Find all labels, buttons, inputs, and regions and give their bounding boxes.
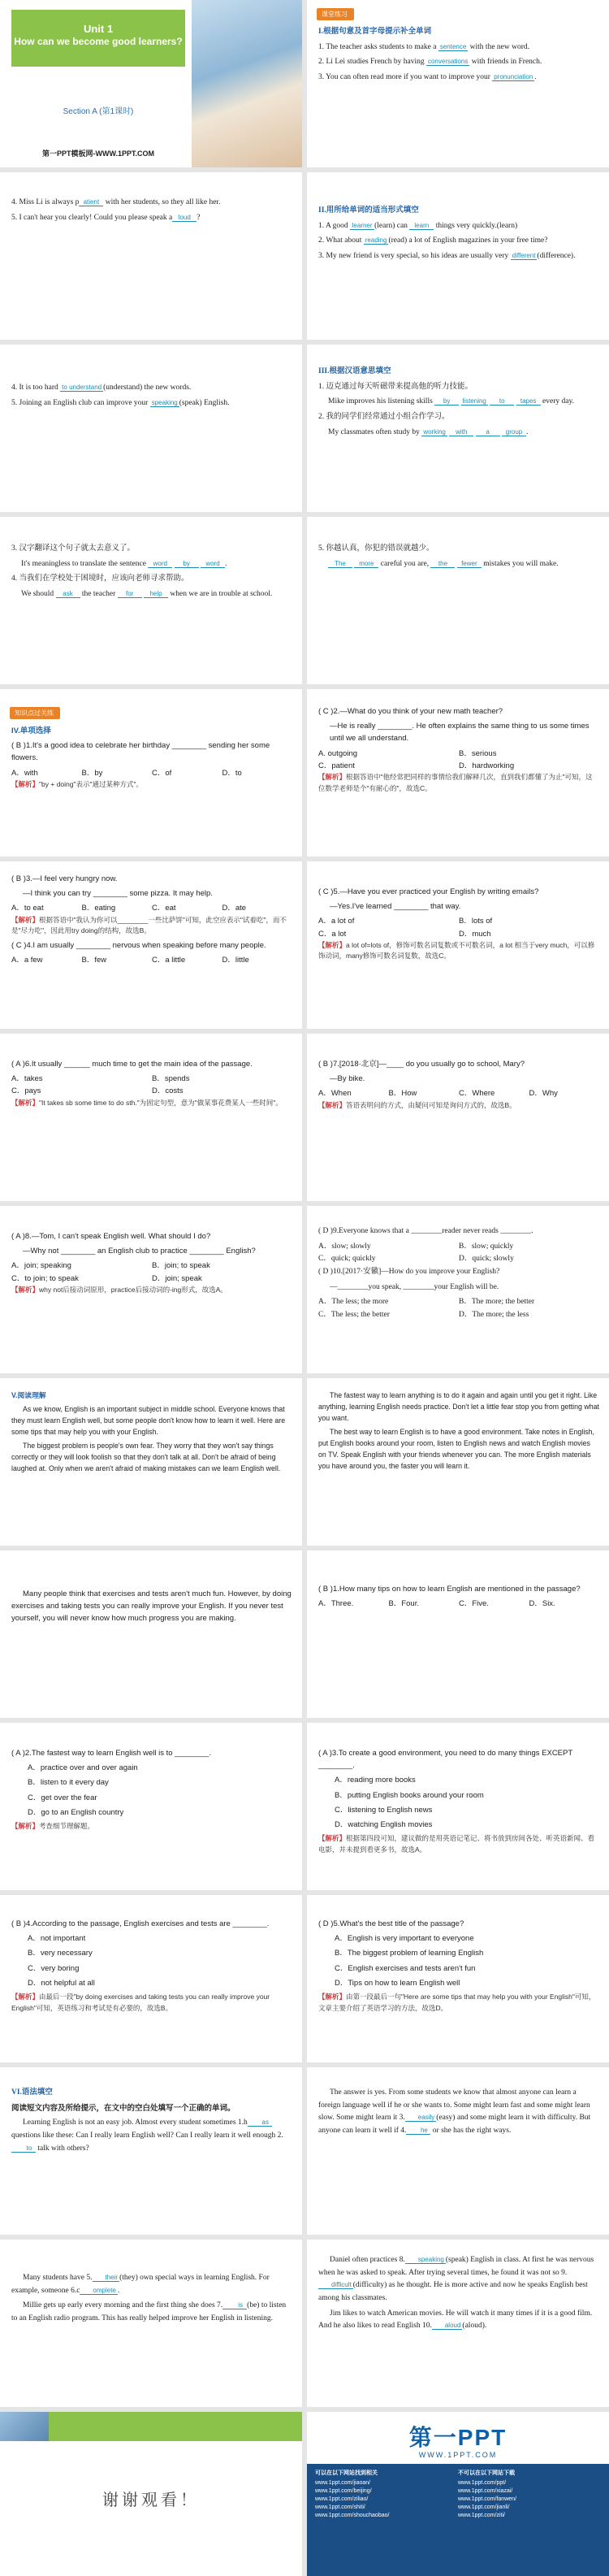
question-3: ( B )3.—I feel very hungry now. (11, 874, 118, 883)
thanks-text: 谢谢观看！ (102, 2491, 200, 2509)
section-tag: 知识点过关练 (10, 707, 60, 719)
exercise-slide-7 (307, 517, 609, 684)
explanation: 【解析】考查细节理解题。 (11, 1821, 95, 1830)
link-item[interactable]: www.1ppt.com/ziliao/ (315, 2496, 369, 2502)
link-item[interactable]: www.1ppt.com/jiaoan/ (315, 2480, 371, 2486)
option-d: D．not helpful at all (28, 1978, 95, 1988)
chinese-prompt-2: 2. 我的同学们经常通过小组合作学习。 (318, 413, 450, 422)
question-1: ( B )1.It's a good idea to celebrate her birthday ________ sending her some flowers. (11, 741, 270, 763)
exercise-slide-3 (307, 172, 609, 340)
section-heading: VI.语法填空 (11, 2088, 53, 2097)
explanation: 【解析】根据第四段可知，建议做的是用英语记笔记、将书放到房间各处、听英语新闻、看电影，并未提到看更多书，故选A。 (318, 1834, 595, 1854)
reading-slide-2 (307, 1378, 609, 1546)
option-a: A．reading more books (335, 1776, 416, 1785)
link-item[interactable]: www.1ppt.com/beijing/ (315, 2488, 372, 2494)
question-2: 2. Li Lei studies French by having conversations with friends in French. (318, 58, 542, 67)
section-heading: V.阅读理解 (11, 1391, 46, 1399)
exercise-slide-2 (0, 172, 302, 340)
section-instruction: 阅读短文内容及所给提示，在文中的空白处填写一个正确的单词。 (11, 2103, 235, 2113)
passage-paragraph-4: The best way to learn English is to have a good environment. Take notes in English, put English books around your room, listen to English news and watch English movies on TV. Speak English with your friends whenever you can. The more English materials you have around you, the faster you will learn it. (318, 1428, 595, 1471)
grammar-fill-slide-3 (0, 2240, 302, 2407)
fill-line-4: We should ask the teacher for help when we are in trouble at school. (21, 590, 273, 599)
book-photo (0, 2412, 49, 2441)
question-8: ( A )8.—Tom, I can't speak English well. What should I do? (11, 1232, 211, 1241)
link-item[interactable]: www.1ppt.com/ppt/ (458, 2480, 507, 2486)
title-slide (0, 0, 302, 167)
choice-slide-5 (0, 1034, 302, 1201)
option-a: A．not important (28, 1934, 86, 1944)
section-heading: I.根据句意及首字母提示补全单词 (318, 28, 432, 36)
options-row-2: C．a lot D．much (318, 929, 491, 939)
question-10-reply: —________you speak, ________your English will be. (330, 1282, 499, 1291)
grammar-fill-slide-1 (0, 2067, 302, 2235)
options-row-1: A．slow; slowly B．slow; quickly (318, 1242, 514, 1251)
options: A．with B．by C．of D．to (11, 768, 242, 778)
choice-slide-2 (307, 689, 609, 856)
choice-slide-6 (307, 1034, 609, 1201)
option-d: D．go to an English country (28, 1807, 124, 1817)
passage-paragraph-3: The fastest way to learn anything is to do it again and again until you get it right. Like anything, learning English needs practice. Don't let a little fear stop you from getting what you want. (318, 1391, 599, 1423)
choice-slide-4 (307, 861, 609, 1029)
passage-paragraph-3: Many students have 5. their (they) own special ways in learning English. For example, someone 6.c omplete . (11, 2274, 270, 2295)
options-row-2: C．to join; to speak D．join; speak (11, 1273, 202, 1283)
fill-line-1: Mike improves his listening skills by listening to tapes every day. (328, 397, 574, 406)
explanation: 【解析】"by + doing"表示"通过某种方式"。 (11, 779, 144, 788)
brand-logo: 第一PPT (408, 2425, 508, 2450)
options-row-1: A．takes B．spends (11, 1074, 190, 1084)
chinese-prompt-5: 5. 你越认真，你犯的错误就越少。 (318, 544, 434, 553)
explanation: 【解析】根据答语中"他经常把同样的事情给我们解释几次，直到我们都懂了为止"可知，这位数学老师是个"有耐心的"，故选C。 (318, 772, 593, 792)
link-item[interactable]: www.1ppt.com/ziti/ (458, 2513, 505, 2518)
reading-slide-3 (0, 1550, 302, 1718)
link-item[interactable]: www.1ppt.com/shiti/ (315, 2504, 365, 2510)
question-3: ( A )3.To create a good environment, you need to do many things EXCEPT ________. (318, 1749, 572, 1771)
question-5-reply: —Yes.I've learned ________ that way. (330, 902, 461, 912)
exercise-slide-1 (307, 0, 609, 167)
section-heading: II.用所给单词的适当形式填空 (318, 206, 419, 215)
passage-paragraph-1: Learning English is not an easy job. Almost every student sometimes 1.h as questions like these: Can I really learn English well? Can I really learn it well enough 2.to talk with others? (11, 2118, 283, 2153)
link-item[interactable]: www.1ppt.com/fanwen/ (458, 2496, 516, 2502)
question-8-reply: —Why not ________ an English club to practice ________ English? (23, 1247, 256, 1256)
question-2: ( C )2.—What do you think of your new math teacher? (318, 707, 503, 716)
option-a: A．practice over and over again (28, 1763, 138, 1773)
option-b: B．The biggest problem of learning English (335, 1949, 484, 1958)
options10-row-2: C．The less; the better D．The more; the less (318, 1311, 529, 1320)
brand-slide (307, 2412, 609, 2576)
section-label: Section A (第1课时) (63, 107, 134, 116)
passage-paragraph-1: As we know, English is an important subject in middle school. Everyone knows that they must learn English well, but some people don't know how to learn it well. Here are some tips that may help you with your English. (11, 1405, 286, 1437)
reading-question-4 (0, 1895, 302, 2062)
site-label: 第一PPT模板网-WWW.1PPT.COM (42, 150, 154, 158)
question-4: 4. It is too hard to understand (understand) the new words. (11, 384, 192, 392)
reading-question-2 (0, 1723, 302, 1890)
question-4: ( B )4.According to the passage, English exercises and tests are ________. (11, 1919, 270, 1928)
link-item[interactable]: www.1ppt.com/shouchaobao/ (315, 2513, 390, 2518)
option-c: C．very boring (28, 1963, 80, 1973)
fill-line-2: My classmates often study by working with a group . (328, 427, 529, 436)
thanks-slide (0, 2412, 302, 2576)
options-row-2: C．pays D．costs (11, 1086, 184, 1096)
explanation: 【解析】a lot of=lots of，修饰可数名词复数或不可数名词，a lot 相当于very much，可以修饰动词，many修饰可数名词复数，故选C。 (318, 940, 595, 961)
unit-label: Unit 1 (83, 23, 114, 35)
question-6: ( A )6.It usually ______ much time to get the main idea of the passage. (11, 1060, 253, 1069)
reading-question-5 (307, 1895, 609, 2062)
explanation: 【解析】答语表明问的方式，由疑问可知是询问方式的，故选B。 (318, 1100, 516, 1109)
passage-paragraph-2: The biggest problem is people's own fear. They worry that they won't say things correctly or they will look foolish so that they don't talk at all. Don't be afraid of being laughed at. Only when we aren't afraid of making mistakes can we learn English well. (11, 1442, 281, 1473)
question-3: 3. You can often read more if you want to improve your pronunciation . (318, 73, 537, 82)
question-7-reply: —By bike. (330, 1074, 365, 1084)
question-2: 2. What about reading (read) a lot of English magazines in your free time? (318, 236, 548, 245)
exercise-slide-5 (307, 345, 609, 512)
explanation: 【解析】"It takes sb some time to do sth."为固定句型，意为"做某事花费某人一些时间"。 (11, 1098, 283, 1107)
question-3-reply: —I think you can try ________ some pizza. It may help. (23, 889, 213, 899)
link-item[interactable]: www.1ppt.com/jianli/ (458, 2504, 510, 2510)
options10-row-1: A．The less; the more B．The more; the better (318, 1298, 535, 1307)
passage-paragraph-5: Daniel often practices 8. speaking (speak) English in class. At first he was nervous when he was asked to speak. After trying several times, he found it was not so 9.difficult (difficulty) as he thought. He is more active and now he speaks English best among his classmates. (318, 2256, 594, 2303)
passage-paragraph-5: Many people think that exercises and tests aren't much fun. However, by doing exercises and taking tests you can really improve your English. If you never test yourself, you will never know how much progress you are making. (11, 1589, 292, 1624)
brand-url: WWW.1PPT.COM (418, 2451, 498, 2459)
options-row-1: A．a lot of B．lots of (318, 917, 493, 926)
question-10: ( D )10.[2017·安徽]—How do you improve your English? (318, 1268, 500, 1277)
option-d: D．watching English movies (335, 1819, 433, 1829)
options-row-1: A．join; speaking B．join; to speak (11, 1261, 210, 1271)
choice-slide-8 (307, 1206, 609, 1373)
grammar-fill-slide-4 (307, 2240, 609, 2407)
passage-paragraph-6: Jim likes to watch American movies. He will watch it many times if it is a good film. And he also likes to read English 10. aloud (aloud). (318, 2309, 593, 2331)
options-row-2: C．quick; quickly D．quick; slowly (318, 1255, 514, 1264)
question-7: ( B )7.[2018·北京]—____ do you usually go to school, Mary? (318, 1060, 525, 1069)
question-5: 5. I can't hear you clearly! Could you please speak a loud ? (11, 213, 201, 222)
grammar-fill-slide-2 (307, 2067, 609, 2235)
chinese-prompt-1: 1. 迈克通过每天听磁带来提高他的听力技能。 (318, 382, 473, 391)
question-4: 4. Miss Li is always p atient with her students, so they all like her. (11, 198, 221, 206)
option-c: C．listening to English news (335, 1805, 433, 1815)
options-row-1: A. outgoing B．serious (318, 748, 497, 758)
question-5: ( C )5.—Have you ever practiced your English by writing emails? (318, 887, 539, 896)
fill-line-5: The more careful you are, the fewer mistakes you will make. (318, 558, 599, 571)
question-3: 3. My new friend is very special, so his ideas are usually very different (difference). (318, 252, 576, 261)
option-d: D．Tips on how to learn English well (335, 1978, 460, 1988)
options-4: A．a few B．few C．a little D．little (11, 955, 249, 965)
links-headers: 可以在以下网站找到相关 不可以在以下网站下载 (315, 2470, 515, 2476)
explanation: 【解析】why not后接动词原形，practice后接动词的-ing形式，故选A。 (11, 1285, 227, 1294)
option-c: C．English exercises and tests aren't fun (335, 1963, 476, 1973)
passage-paragraph-4: Millie gets up early every morning and the first thing she does 7. is (be) to listen to an English radio program. This has really helped improve her English in listening. (11, 2301, 287, 2323)
question-4: ( C )4.I am usually ________ nervous when speaking before many people. (11, 940, 266, 950)
exercise-slide-6 (0, 517, 302, 684)
passage-paragraph-2: The answer is yes. From some students we know that almost anyone can learn a foreign language well if he or she wants to. Some might learn fast and some might learn slow. Some might learn it 3. easily (easy) and some might learn it with difficulty. But anyone can learn it well if 4. he or she has the right ways. (318, 2088, 591, 2136)
section-tag: 课堂练习 (317, 8, 354, 20)
options: A．When B．How C．Where D．Why (318, 1089, 558, 1099)
link-item[interactable]: www.1ppt.com/xiazai/ (458, 2488, 513, 2494)
option-b: B．very necessary (28, 1949, 93, 1958)
options: A．to eat B．eating C．eat D．ate (11, 904, 247, 913)
option-a: A．English is very important to everyone (335, 1934, 474, 1944)
explanation: 【解析】由第一段最后一句"Here are some tips that may help you with your English"可知，文章主要介绍了英语学习的方法，故选D。 (318, 1992, 596, 2012)
chinese-prompt-4: 4. 当我们在学校处于困境时，应该向老师寻求帮助。 (11, 575, 189, 583)
choice-slide-7 (0, 1206, 302, 1373)
reading-slide-1 (0, 1378, 302, 1546)
choice-slide-1 (0, 689, 302, 856)
book-photo (192, 0, 302, 167)
question-1: ( B )1.How many tips on how to learn English are mentioned in the passage? (318, 1585, 581, 1594)
options-row-2: C．patient D．hardworking (318, 761, 515, 770)
options: A．Three. B．Four. C．Five. D．Six. (318, 1599, 555, 1609)
unit-title-box (11, 10, 185, 67)
unit-title: How can we become good learners? (14, 36, 183, 48)
chinese-prompt-3: 3. 汉字翻译这个句子就太去意义了。 (11, 544, 136, 553)
reading-question-1 (307, 1550, 609, 1718)
section-heading: III.根据汉语意思填空 (318, 367, 391, 375)
section-heading: IV.单项选择 (11, 726, 51, 735)
question-1: 1. The teacher asks students to make a sentence with the new word. (318, 42, 530, 51)
question-1: 1. A good learner (learn) can learn things very quickly.(learn) (318, 221, 518, 230)
choice-slide-3 (0, 861, 302, 1029)
question-2: ( A )2.The fastest way to learn English well is to ________. (11, 1749, 212, 1758)
option-b: B．putting English books around your room (335, 1790, 484, 1800)
explanation: 【解析】根据答语中"我认为你可以________一些比萨饼"可知，此空应表示"试着吃"，而不是"尽力吃"，因此用try doing的结构，故选B。 (11, 915, 287, 935)
question-9: ( D )9.Everyone knows that a ________reader never reads ________. (318, 1227, 533, 1235)
reading-question-3 (307, 1723, 609, 1890)
question-5: 5. Joining an English club can improve your speaking (speak) English. (11, 398, 230, 407)
option-c: C．get over the fear (28, 1793, 97, 1802)
links-panel (307, 2464, 609, 2576)
fill-line-3: It's meaningless to translate the sentence word by word . (21, 559, 227, 568)
explanation: 【解析】由最后一段"by doing exercises and taking tests you can really improve your English"可知，英语练习和考试是有必要的，故选B。 (11, 1992, 270, 2012)
question-2-reply: —He is really ________. He often explains the same thing to us some times until we all understand. (330, 722, 590, 744)
exercise-slide-4 (0, 345, 302, 512)
option-b: B．listen to it every day (28, 1778, 109, 1788)
question-5: ( D )5.What's the best title of the passage? (318, 1919, 464, 1928)
green-banner (49, 2412, 302, 2441)
